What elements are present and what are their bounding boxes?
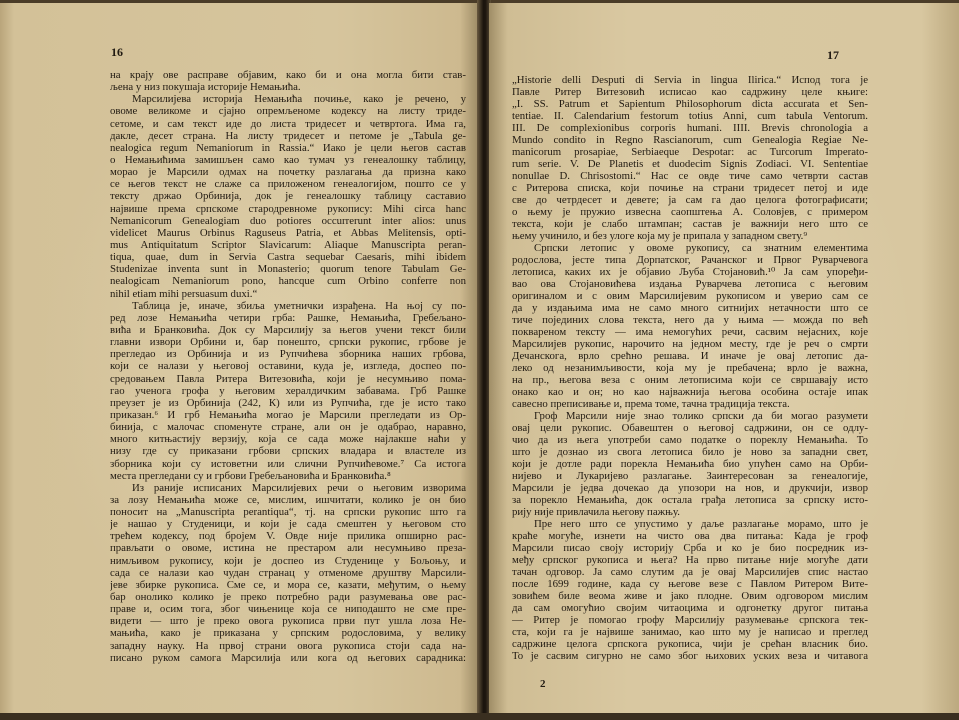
page-right — [489, 3, 959, 715]
text-line: тексту држао Орбинија, док је генеалошку таблицу саставио — [110, 190, 466, 203]
text-line: вића и Бранковића. Док су Марсилију за његов учени текст били — [110, 323, 466, 336]
text-line: приказан.⁶ И грб Немањића могао је Марсили прегледати из Ор- — [110, 408, 466, 421]
text-line: прављати о овоме, истина не престаром али несумњиво преза- — [110, 542, 466, 555]
book-bottom-edge — [0, 713, 959, 720]
text-line: tiqua, quae, dum in Servia Castra sequebar Caesaris, mihi ibidem — [110, 251, 466, 264]
text-line: после 1699 године, када су његове везе с Павлом Ритером Вите- — [512, 578, 868, 590]
text-line: преузет је из Орбинија (242, К) или из Рупчића, где је исто тако — [110, 396, 466, 409]
paragraph — [512, 518, 868, 662]
page-text — [512, 74, 868, 662]
text-line: видети — што је преко овога рукописа први пут ушла лоза Не- — [110, 615, 466, 628]
text-line: рију није привлачила његову пажњу. — [512, 506, 680, 518]
text-line: што је дознао из свога летописа било је ново за западни свет, — [512, 446, 868, 458]
text-line: љена у низ покушаја историје Немањића. — [110, 81, 301, 94]
text-line: Studenizae inventa sunt in Monasterio; quorum tenore Tabulam Ge- — [110, 263, 466, 276]
page-text — [110, 69, 466, 664]
text-line: Марсили писао своју историју Срба и ко је био посредник из- — [512, 542, 868, 554]
text-line: о њему је пружио извесна саопштења А. Соловјев, с примером — [512, 206, 868, 218]
text-line: вао ова Стојановићева издања Руварчева летописа с његовим — [512, 278, 868, 290]
text-line: tentiae. II. Calendarium festorum totius Anni, cum tabula Ventorum. — [512, 110, 868, 122]
text-line: ста, који га је највише занимао, као што му је написао и преглед — [512, 626, 868, 638]
page-number: 16 — [111, 45, 123, 59]
text-line: ред лозе Немањића четири грба: Рашке, Немањића, Гребељано- — [110, 311, 466, 324]
text-line: дакле, десет страна. На листу тридесет и петоме је „Tabula ge- — [110, 129, 466, 142]
text-line: Таблица је, иначе, збиља уметнички израђена. На њој су по- — [132, 299, 466, 312]
text-line: поквареном тексту — има немогућих речи, сасвим нејасних, које — [512, 326, 868, 338]
text-line: nealogica regum Nemaniorum in Rassia.“ Иако је цели његов састав — [110, 141, 466, 154]
text-line: сетоме, и сам текст иде до листа тридесет и четвртога. Има га, — [110, 117, 466, 130]
page-left — [0, 3, 479, 715]
text-line: Гроф Марсили није знао толико српски да би могао разумети — [534, 410, 868, 422]
text-line: nonullae D. Chrisostomi.“ Нас се овде тиче само четврти састав — [512, 170, 868, 182]
text-line: јеве збирке рукописа. Сме се, и мора се, казати, међутим, о њему — [110, 578, 466, 591]
text-line: поносит на „Manuscripta perantiqua“, тј. на српски рукопис што га — [110, 506, 466, 519]
text-line: који се налази у његовој оставини, куда је, изгледа, доспео по- — [110, 360, 466, 373]
text-line: њему учинило, и без улоге која му је припала у западном свету.⁹ — [512, 230, 808, 242]
paragraph — [512, 74, 868, 242]
text-line: трећем кодексу, под бројем V. Овде није прилика опширно рас- — [110, 530, 466, 543]
text-line: тиче појединих слова текста, него да у њима — можда по већ — [512, 314, 868, 326]
text-line: Nemanicorum Genealogiam duo potiores occurrerunt inter alios: unus — [110, 214, 466, 227]
text-line: зовићем биле веома живе и јако плодне. Овим одговором мислим — [512, 590, 868, 602]
text-line: на пр., његова веза с оним летописима који се свршавају исто — [512, 374, 868, 386]
page-number: 17 — [827, 48, 839, 62]
text-line: за порекло Немањића, док остала грађа летописа за српску исто- — [512, 494, 868, 506]
text-line: за лозу Немањића може се, мислим, ишчитати, колико је он био — [110, 493, 466, 506]
text-line: међу српског рукописа и њега? На прво питање није могуће дати — [512, 554, 868, 566]
text-line: да у издањима има не само много ситнијих нетачности што се — [512, 302, 868, 314]
text-line: нимљивом рукопису, који је доспео из Студенице у Бољоњу, и — [110, 554, 466, 567]
text-line: главни извори Орбини и, бар понешто, српски рукопис, грбове је — [110, 336, 466, 349]
text-line: о Немањићима замишљен само као тумач уз генеалошку таблицу, — [110, 153, 466, 166]
paragraph — [512, 410, 868, 518]
text-line: „Historie delli Desputi di Servia in lingua Ilirica.“ Испод тога је — [512, 74, 868, 86]
text-line: низу где су приказани грбови српских владара и властеле из — [110, 445, 466, 458]
text-line: manicorum prosapiae, Serbiaeque Despotar: ac Turcorum Imperato- — [512, 146, 868, 158]
text-line: Српски летопис у овоме рукопису, са знатним елементима — [534, 242, 868, 254]
text-line: овоме великоме и сјајно опремљеноме кодексу на листу триде- — [110, 105, 466, 118]
text-line: овај цели рукопис. Обавештен о његовој садржини, он се одлу- — [512, 422, 868, 434]
text-line: садржине целога српскога рукописа, чији је срећан власник био. — [512, 638, 868, 650]
text-line: сада се налази као чудан странац у отменоме друштву Марсили- — [110, 566, 466, 579]
text-line: западну науку. На првој страни овога рукописа стоји сада на- — [110, 639, 466, 652]
text-line: зборника који су истоветни или слични Рупчићевоме.⁷ Са истога — [110, 457, 466, 470]
text-line: videlicet Maurus Orbinus Raguseus Patria, et Abbas Melitensis, opti- — [110, 226, 466, 239]
text-line: који је дотле ради порекла Немањића био упућен само на Орби- — [512, 458, 868, 470]
text-line: гао ученога грофа у његовим хералдичким забавама. Грб Рашке — [110, 384, 466, 397]
text-line: Пре него што се упустимо у даље разлагање морамо, што је — [534, 518, 868, 530]
text-line: краће могуће, изнети на чисто ова два питања: Када је гроф — [512, 530, 868, 542]
text-line: чио да из њега употреби само податке о пореклу Немањића. То — [512, 434, 868, 446]
text-line: савесно преписивање и, према томе, тачна традиција текста. — [512, 398, 790, 410]
text-line: родослова, јесте типа Дорпатског, Рачанског и Првог Руварчевога — [512, 254, 868, 266]
text-line: rum serie. V. De Planetis et duodecim Signis Zodiaci. VI. Sententiae — [512, 158, 868, 170]
text-line: Марсили је једва дочекао да упозори на нов, и друкчији, извор — [512, 482, 868, 494]
text-line: морао је Марсили одмах на почетку разлагања да призна како — [110, 166, 466, 179]
text-line: оригиналом и с овим Марсилијевим рукописом и уверио сам се — [512, 290, 868, 302]
text-line: места прегледани су и грбови Гребељановића и Бранковића.⁸ — [110, 469, 391, 482]
paragraph — [110, 482, 466, 664]
paragraph — [110, 69, 466, 93]
paragraph — [512, 242, 868, 410]
text-line: Марсилијева историја Немањића почиње, како је речено, у — [132, 93, 466, 106]
paragraph — [110, 93, 466, 299]
text-line: леко од незанимљивости, која му је пребачена; врло је важна, — [512, 362, 868, 374]
text-line: много китњастију верзију, која се сада може најлакше наћи у — [110, 433, 466, 446]
text-line: Mundo condito in Regno Rascianorum, cum Genealogia Regiae Ne- — [512, 134, 868, 146]
text-line: Из раније исписаних Марсилијевих речи о његовим изворима — [132, 481, 466, 494]
text-line: Павле Ритер Витезовић исписао као садржину целе књиге: — [512, 86, 868, 98]
text-line: nihil etiam mihi persuasum duxi.“ — [110, 287, 258, 300]
text-line: да сам омогућио својим читаоцима и одгонетку другог питања — [512, 602, 868, 614]
text-line: се његов текст не слаже са приложеном генеалогијом, пошто се у — [110, 178, 466, 191]
text-line: — Ритер је помогао грофу Марсилију разумевање српскога тек- — [512, 614, 868, 626]
text-line: прегледао из Орбинија и из Рупчићева зборника наших грбова, — [110, 348, 466, 361]
text-line: на крају ове расправе објавим, како би и она могла бити став- — [110, 69, 466, 81]
text-line: „I. SS. Patrum et Sapientum Philosophorum dicta accurata et Sen- — [512, 98, 868, 110]
text-line: mus Antiquitatum Scriptor Slavicarum: Aliaque Manuscripta peran- — [110, 238, 466, 251]
text-line: све до четрдесет и девете; ја сам га дао целога фотографисати; — [512, 194, 868, 206]
text-line: највише према српскоме стародревноме рукопису: Mihi circa hanc — [110, 202, 466, 215]
text-line: средовањем Павла Ритера Витезовића, који је несумњиво пома- — [110, 372, 466, 385]
text-line: бинија, с малочас споменуте стране, али он је одабрао, наравно, — [110, 421, 466, 434]
text-line: писано руком самога Марсилија или кога од његових сарадника: — [110, 651, 466, 664]
text-line: То је сасвим сигурно не само због њихових уских веза и читавога — [512, 650, 868, 662]
text-line: је нашао у Студеници, и који је сада смештен у његовом сто — [110, 518, 466, 531]
text-line: III. De complexionibus corporis humani. IIII. Brevis chronologia a — [512, 122, 868, 134]
text-line: nealogicam Nemaniorum pono, hancque cum Orbino conferre non — [110, 275, 466, 288]
text-line: Марсилијев рукопис, нарочито на једном месту, где је реч о смрти — [512, 338, 868, 350]
text-line: онако као и он; но као најважнија његова особина остаје ипак — [512, 386, 868, 398]
paragraph — [110, 300, 466, 482]
text-line: летописа, каких их је објавио Љуба Стојановић.¹⁰ Ја сам упоређи- — [512, 266, 868, 278]
printer-signature-mark: 2 — [540, 678, 546, 690]
text-line: тачан одговор. Ја само слутим да је овај Марсилијев спис настао — [512, 566, 868, 578]
text-line: с Ритерова списка, који почиње на страни тридесет петој и иде — [512, 182, 868, 194]
text-line: текста, који је слабо штампан; састав је важнији него што се — [512, 218, 868, 230]
text-line: праве и, осим тога, због чињенице која се ниподашто не сме пре- — [110, 603, 466, 616]
text-line: мањића, како је приказана у српским родословима, у велику — [110, 627, 466, 640]
text-line: бар онолико колико је преко потребно ради разумевања ове рас- — [110, 591, 466, 604]
text-line: нијево и Лукаријево разлагање. Заинтересован за генеалогије, — [512, 470, 868, 482]
text-line: Дечанскога, врло срећно решава. И иначе је овај летопис да- — [512, 350, 868, 362]
